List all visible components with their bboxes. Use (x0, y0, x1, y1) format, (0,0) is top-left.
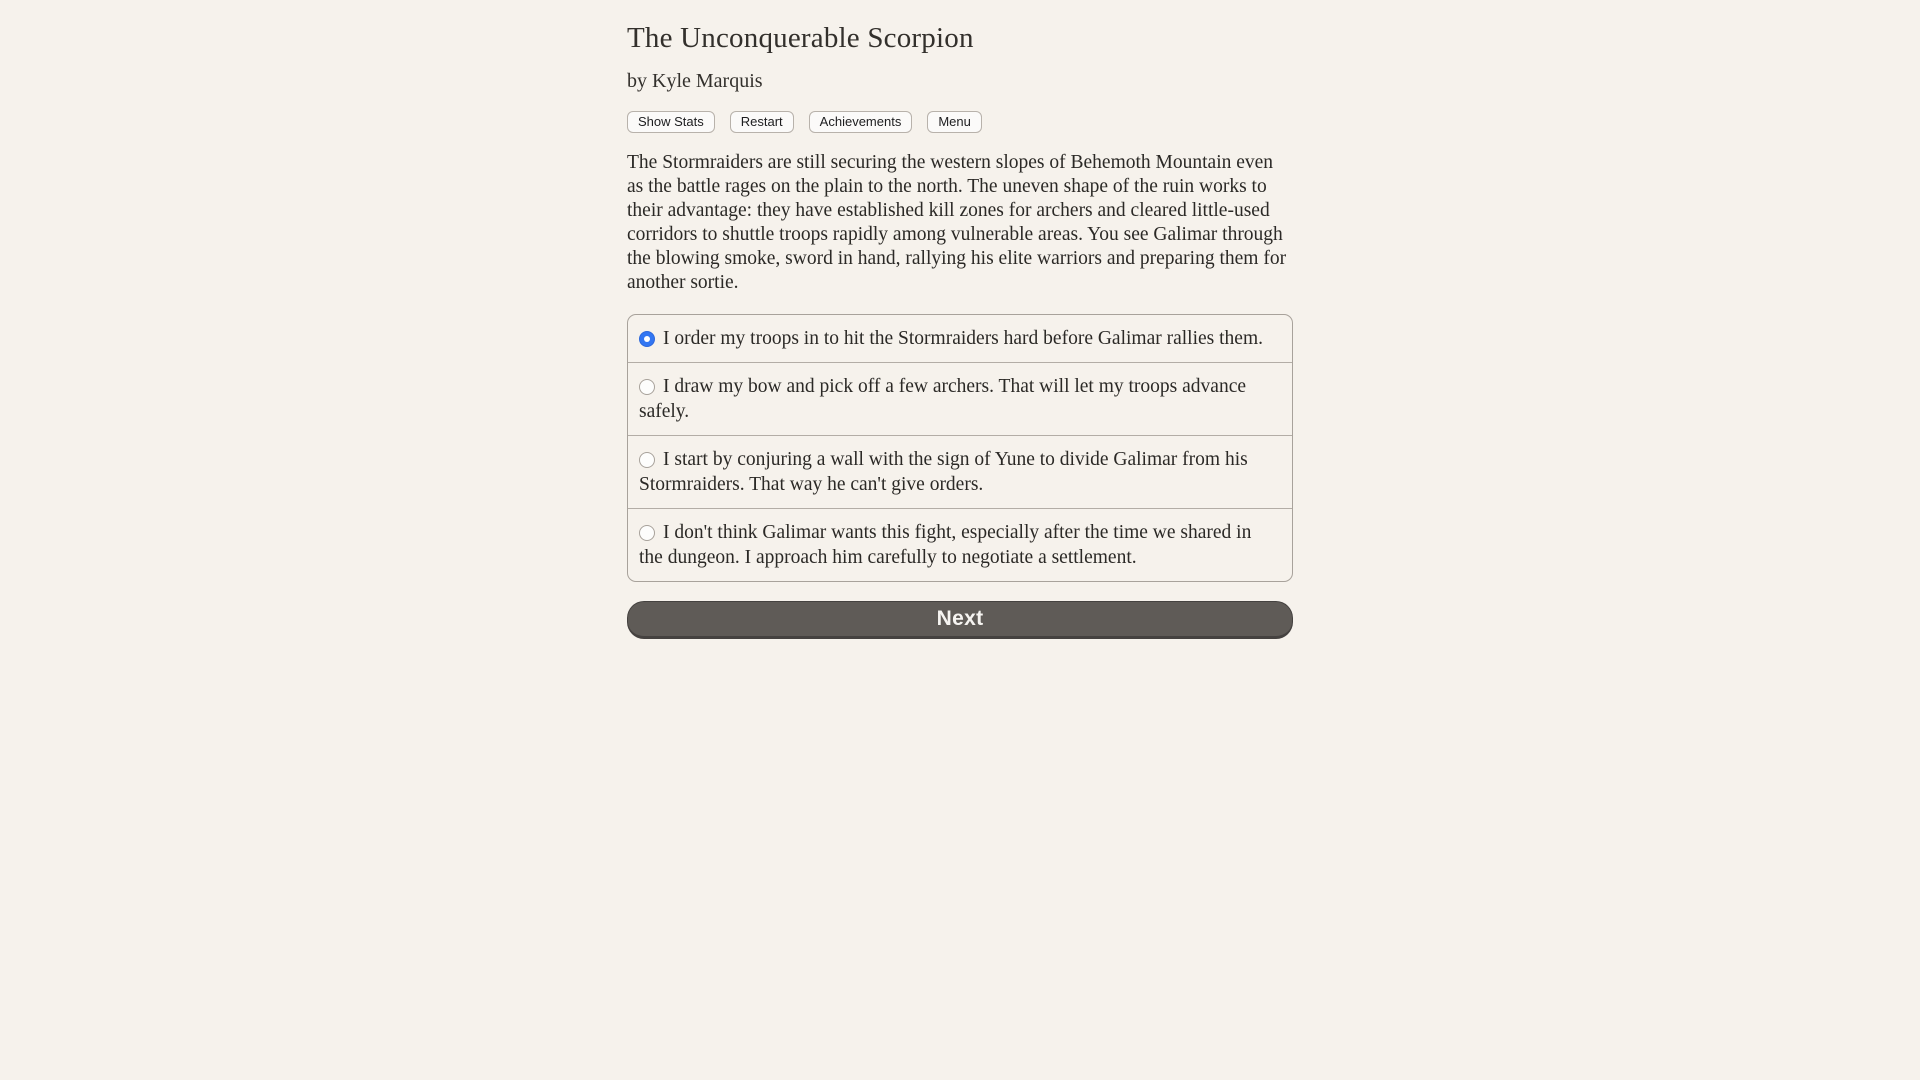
story-page (627, 0, 1293, 639)
radio-button-icon[interactable] (639, 452, 655, 468)
page-title: The Unconquerable Scorpion (627, 22, 974, 54)
show-stats-button[interactable]: Show Stats (627, 111, 715, 133)
radio-button-icon[interactable] (639, 331, 655, 347)
choice-option-4[interactable] (628, 508, 1292, 581)
toolbar (627, 111, 1293, 133)
choice-label: I don't think Galimar wants this fight, especially after the time we shared in the dungeon. I approach him carefully to negotiate a settlement. (639, 522, 1252, 568)
story-text: The Stormraiders are still securing the western slopes of Behemoth Mountain even as the battle rages on the plain to the north. The uneven shape of the ruin works to their advantage: they have established kill zones for archers and cleared little-used corridors to shuttle troops rapidly among vulnerable areas. You see Galimar through the blowing smoke, sword in hand, rallying his elite warriors and preparing them for another sortie. (627, 152, 1287, 293)
achievements-button[interactable]: Achievements (809, 111, 913, 133)
restart-button[interactable]: Restart (730, 111, 794, 133)
choice-label: I draw my bow and pick off a few archers. That will let my troops advance safely. (639, 376, 1247, 422)
next-button[interactable]: Next (627, 601, 1293, 639)
radio-button-icon[interactable] (639, 525, 655, 541)
choice-option-3[interactable] (628, 435, 1292, 508)
choice-label: I start by conjuring a wall with the sign of Yune to divide Galimar from his Stormraiders. That way he can't give orders. (639, 449, 1248, 495)
choice-option-1[interactable] (628, 315, 1292, 362)
menu-button[interactable]: Menu (927, 111, 982, 133)
radio-button-icon[interactable] (639, 379, 655, 395)
choice-option-2[interactable] (628, 362, 1292, 435)
choice-group (627, 314, 1293, 582)
choice-label: I order my troops in to hit the Stormraiders hard before Galimar rallies them. (663, 328, 1263, 349)
author-byline: by Kyle Marquis (627, 70, 763, 92)
